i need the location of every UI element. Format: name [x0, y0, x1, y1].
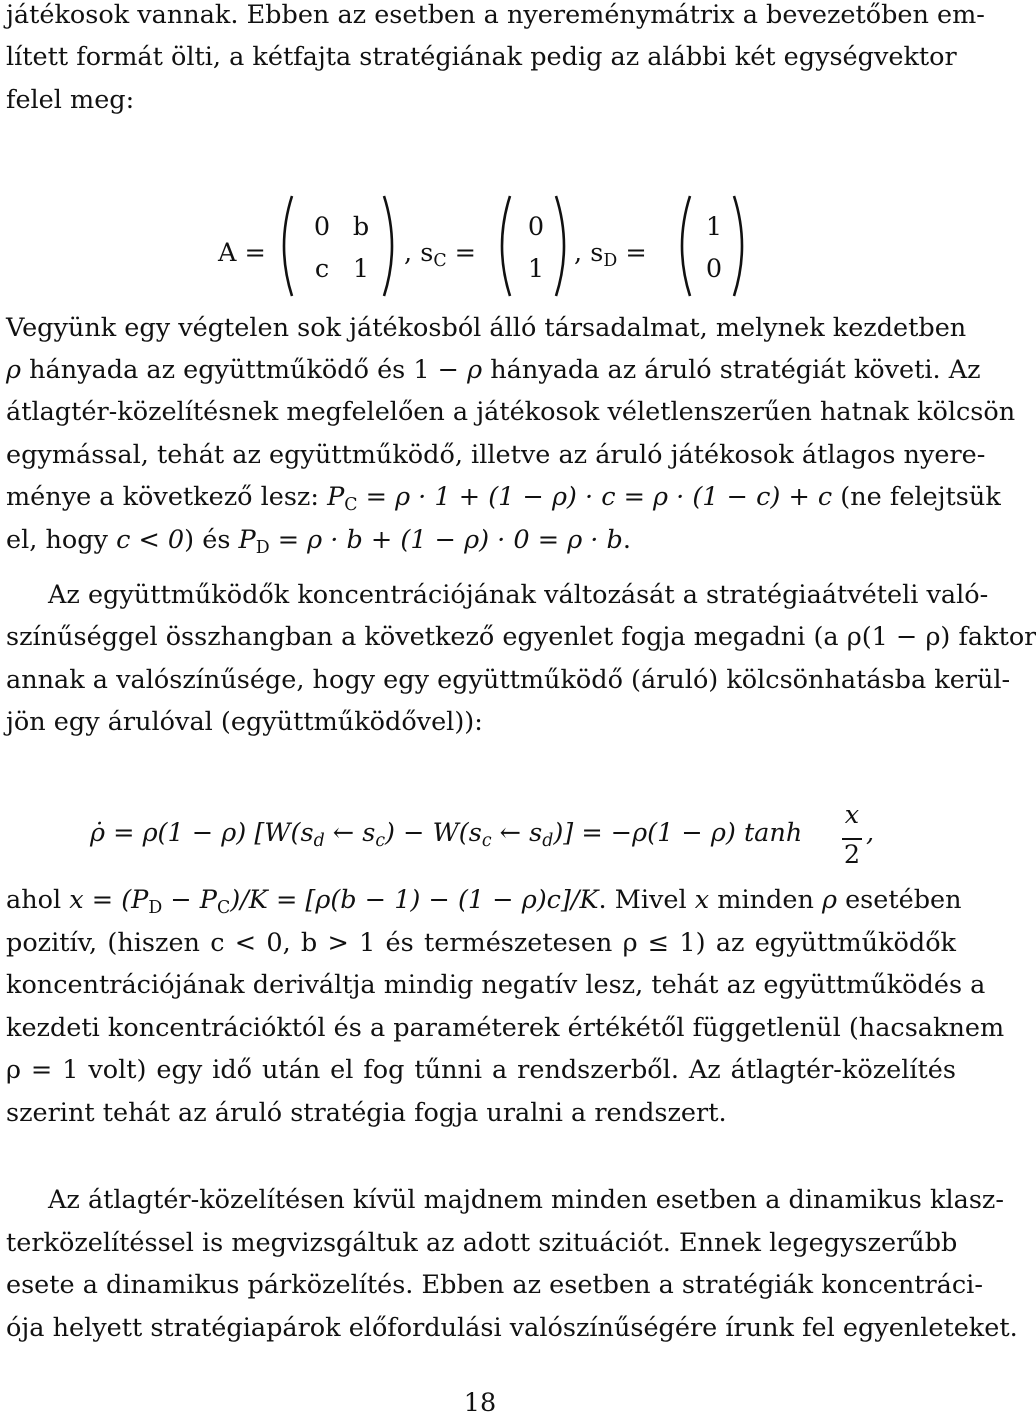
vector-sc-cell: 1	[527, 254, 545, 284]
vector-sd-cell: 1	[705, 212, 723, 242]
right-paren-icon	[380, 194, 402, 298]
text-line: Vegyünk egy végtelen sok játékosból álló társadalmat, melynek kezdetben	[6, 313, 967, 343]
text-line: el, hogy c < 0) és $P_D = \rho \cdot b + (1 - \rho) \cdot 0 = \rho \cdot b$.	[6, 525, 631, 558]
text-line: ménye a következő lesz: $P_C = \rho \cdot 1 + (1 - \rho) \cdot c = \rho \cdot (1 - c) + c$ (ne felejtsük	[6, 482, 1001, 515]
left-paren-icon	[672, 194, 694, 298]
text-line: szerint tehát az áruló stratégia fogja uralni a rendszert.	[6, 1098, 727, 1128]
vector-sd-cell: 0	[705, 254, 723, 284]
matrix-a-cell: b	[352, 212, 370, 242]
equation-lhs: ρ̇ = ρ(1 − ρ) [$W(s_d$ ← $s_c) - W(s_c$ ← $s_d)] = -\rho(1 - \rho)$ tanh	[90, 818, 803, 851]
text-line: egymással, tehát az együttműködő, illetve az áruló játékosok átlagos nyere-	[6, 440, 986, 470]
text-line: átlagtér-közelítésnek megfelelően a játékosok véletlenszerűen hatnak kölcsön	[6, 397, 1016, 427]
text-line: pozitív, (hiszen c < 0, b > 1 és természetesen ρ ≤ 1) az együttműködők	[6, 928, 956, 958]
text-line: ρ = 1 volt) egy idő után el fog tűnni a rendszerből. Az átlagtér-közelítés	[6, 1055, 956, 1085]
equation-comma: ,	[866, 818, 875, 848]
fraction-denominator: 2	[843, 840, 861, 870]
vector-sc-label: , $s_C$ =	[404, 238, 477, 271]
right-paren-icon	[730, 194, 752, 298]
text-line: lített formát ölti, a kétfajta stratégiának pedig az alábbi két egységvektor	[6, 42, 957, 72]
text-line: felel meg:	[6, 85, 135, 115]
text-line: színűséggel összhangban a következő egyenlet fogja megadni (a ρ(1 − ρ) faktor	[6, 622, 1036, 652]
text-line: annak a valószínűsége, hogy egy együttműködő (áruló) kölcsönhatásba kerül-	[6, 665, 1011, 695]
vector-sd-label: , $s_D$ =	[574, 238, 647, 271]
matrix-a-cell: 0	[313, 212, 331, 242]
left-paren-icon	[274, 194, 296, 298]
text-line: ahol $x = (P_D - P_C)/K = [\rho(b - 1) - (1 - \rho)c]/K$. Mivel x minden ρ esetében	[6, 885, 962, 918]
matrix-a-cell: c	[314, 254, 330, 284]
text-line: Az együttműködők koncentrációjának változását a stratégiaátvételi való-	[48, 580, 989, 610]
matrix-equation	[6, 196, 956, 316]
text-line: kezdeti koncentrációktól és a paraméterek értékétől függetlenül (hacsaknem	[6, 1013, 1005, 1043]
text-line: koncentrációjának deriváltja mindig negatív lesz, tehát az együttműködés a	[6, 970, 986, 1000]
matrix-a-label: A =	[218, 238, 266, 268]
vector-sc-cell: 0	[527, 212, 545, 242]
text-line: jön egy árulóval (együttműködővel)):	[6, 707, 483, 737]
text-line: ρ hányada az együttműködő és 1 − ρ hányada az áruló stratégiát követi. Az	[6, 355, 981, 385]
text-line: Az átlagtér-közelítésen kívül majdnem minden esetben a dinamikus klasz-	[48, 1185, 1004, 1215]
text-line: játékosok vannak. Ebben az esetben a nyereménymátrix a bevezetőben em-	[6, 0, 985, 30]
left-paren-icon	[492, 194, 514, 298]
page-number: 18	[463, 1388, 497, 1418]
text-line: esete a dinamikus párközelítés. Ebben az esetben a stratégiák koncentráci-	[6, 1270, 983, 1300]
text-line: ója helyett stratégiapárok előfordulási valószínűségére írunk fel egyenleteket.	[6, 1313, 1018, 1343]
text-line: terközelítéssel is megvizsgáltuk az adott szituációt. Ennek legegyszerűbb	[6, 1228, 958, 1258]
right-paren-icon	[552, 194, 574, 298]
fraction-numerator: x	[844, 800, 860, 830]
matrix-a-cell: 1	[352, 254, 370, 284]
